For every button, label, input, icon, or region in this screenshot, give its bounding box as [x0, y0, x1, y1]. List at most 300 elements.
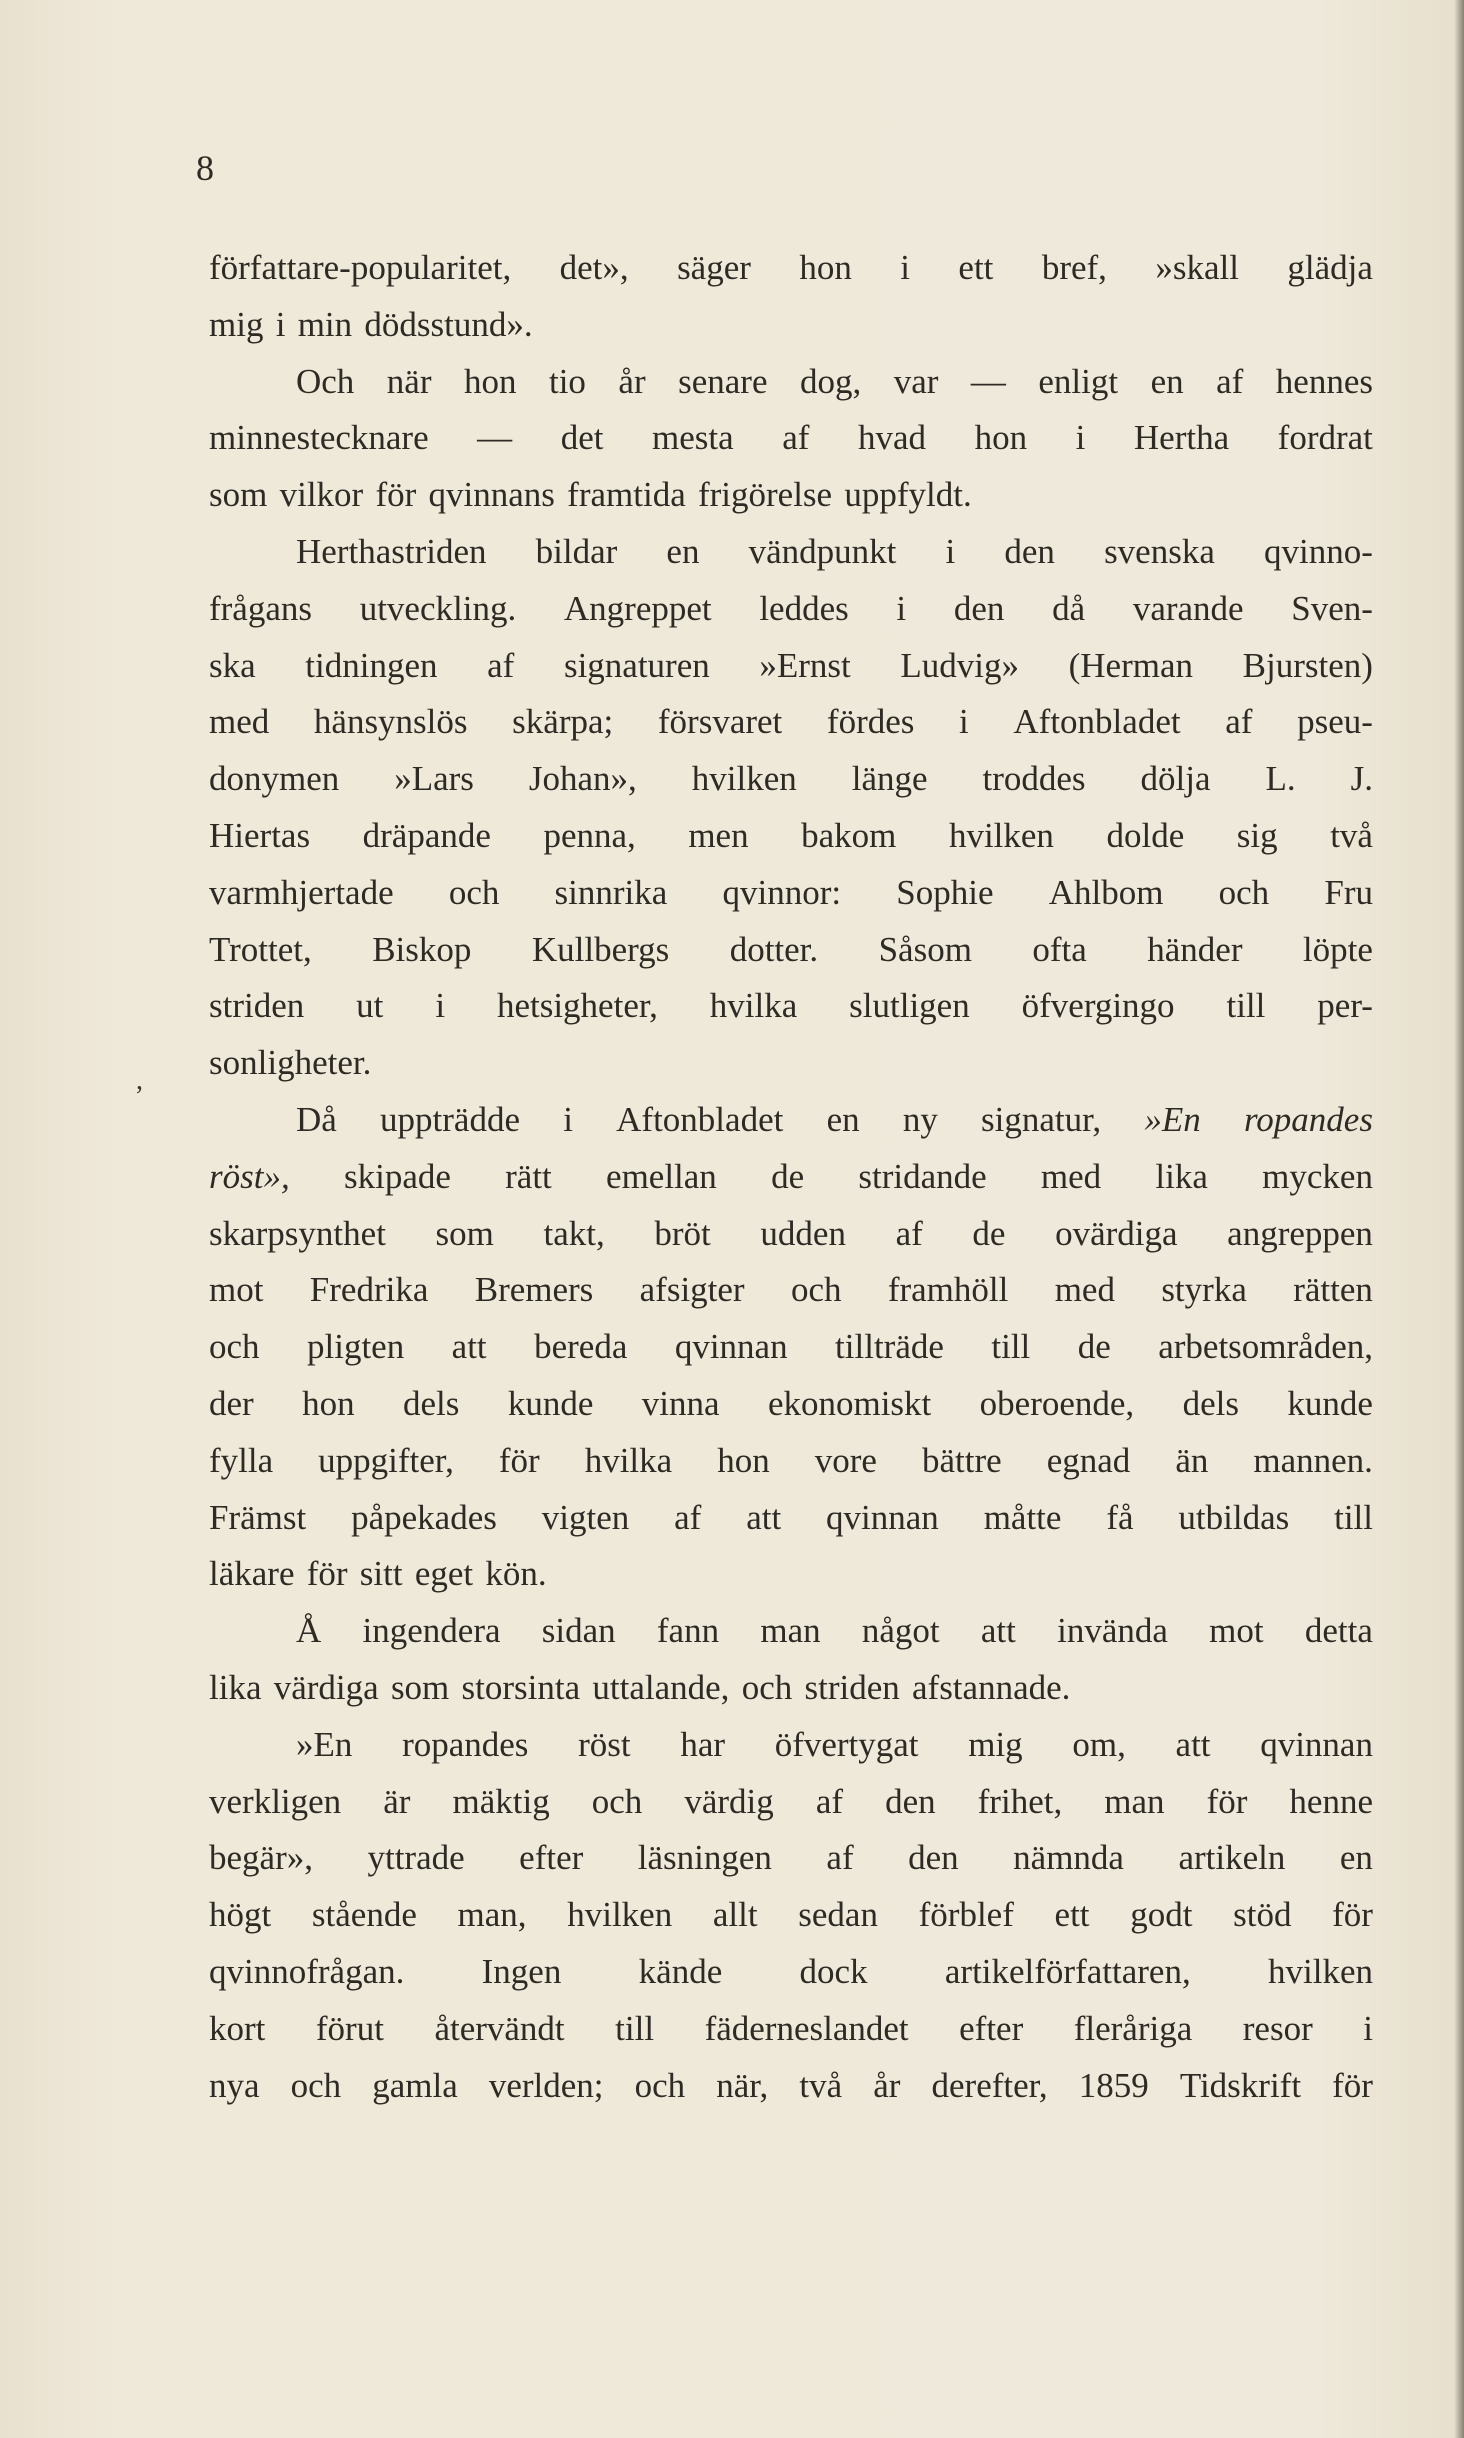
- text-word: dels: [1182, 1383, 1239, 1423]
- text-word: qvinnofrågan.: [209, 1951, 405, 1991]
- margin-mark: ,: [136, 1065, 143, 1096]
- text-word: mäktig: [452, 1781, 550, 1821]
- text-word: en: [666, 531, 700, 571]
- text-word: försvaret: [657, 702, 783, 742]
- text-word: läsningen: [637, 1838, 772, 1878]
- text-line: [209, 922, 1373, 979]
- text-word: i: [563, 1099, 573, 1139]
- text-line: [209, 1490, 1373, 1547]
- text-word: ingendera: [362, 1611, 501, 1651]
- text-word: återvändt: [434, 2008, 565, 2048]
- text-word: ekonomiskt: [767, 1383, 932, 1423]
- text-word: Såsom: [878, 929, 972, 969]
- text-line: [209, 1035, 1373, 1092]
- text-word: hon: [302, 1383, 355, 1423]
- text-word: »skall: [1155, 248, 1239, 287]
- text-word: de: [771, 1156, 805, 1196]
- text-word: arbetsområden,: [1158, 1327, 1373, 1367]
- text-word: mesta: [652, 418, 734, 458]
- text-word: för: [375, 475, 417, 515]
- text-word: och: [591, 1781, 643, 1821]
- text-word: af: [826, 1838, 854, 1878]
- text-line: [209, 865, 1373, 922]
- text-word: i: [959, 702, 969, 742]
- text-word: pligten: [307, 1327, 405, 1367]
- text-word: händer: [1147, 929, 1243, 969]
- text-word: godt: [1130, 1895, 1193, 1935]
- text-word: varmhjertade: [209, 872, 394, 912]
- text-word: »En: [1144, 1099, 1201, 1139]
- text-word: troddes: [982, 759, 1086, 799]
- text-word: kände: [638, 1951, 723, 1991]
- text-word: emellan: [606, 1156, 717, 1196]
- text-word: af: [1216, 361, 1244, 401]
- text-word: för: [306, 1554, 348, 1594]
- text-word: i: [1075, 418, 1086, 458]
- text-word: bättre: [921, 1440, 1002, 1480]
- text-line: [209, 1830, 1373, 1887]
- text-word: eget: [414, 1554, 474, 1594]
- text-word: värdiga: [273, 1667, 379, 1707]
- text-word: min: [297, 304, 353, 344]
- text-word: tillträde: [835, 1327, 944, 1367]
- text-word: med: [1040, 1156, 1102, 1196]
- text-word: resor: [1242, 2008, 1313, 2048]
- text-word: till: [1334, 1497, 1373, 1537]
- text-word: att: [746, 1497, 782, 1537]
- text-word: af: [487, 645, 515, 685]
- text-word: egnad: [1046, 1440, 1131, 1480]
- text-word: ovärdiga: [1055, 1213, 1178, 1253]
- text-word: högt: [209, 1895, 272, 1935]
- text-word: qvinnan: [674, 1327, 788, 1367]
- text-word: med: [1054, 1270, 1115, 1310]
- text-line: [209, 808, 1373, 865]
- text-word: artikelförfattaren,: [944, 1951, 1191, 1991]
- text-word: begär»,: [209, 1838, 313, 1878]
- text-word: hänsynslös: [313, 702, 468, 742]
- text-word: bakom: [801, 815, 897, 855]
- text-word: frigörelse: [697, 475, 833, 515]
- text-word: och: [448, 872, 500, 912]
- text-word: tidningen: [305, 645, 438, 685]
- text-word: Ahlbom: [1048, 872, 1164, 912]
- text-word: att: [1175, 1724, 1211, 1764]
- text-word: fleråriga: [1073, 2008, 1193, 2048]
- text-word: ett: [958, 248, 994, 287]
- text-word: styrka: [1161, 1270, 1247, 1310]
- text-word: och: [209, 1327, 260, 1367]
- text-word: sinnrika: [554, 872, 668, 912]
- text-word: och: [1218, 872, 1270, 912]
- text-word: fördes: [826, 702, 915, 742]
- text-word: uppgifter,: [318, 1440, 454, 1480]
- text-word: den: [908, 1838, 959, 1878]
- text-word: hon: [463, 361, 517, 401]
- text-line: [209, 1717, 1373, 1774]
- text-line: [209, 1206, 1373, 1263]
- text-word: är: [383, 1781, 411, 1821]
- text-word: hvad: [857, 418, 927, 458]
- text-word: i: [900, 248, 910, 287]
- text-word: J.: [1350, 759, 1373, 799]
- text-word: dotter.: [729, 929, 819, 969]
- text-word: uppfyldt.: [844, 475, 972, 515]
- text-word: hvilka: [584, 1440, 673, 1480]
- text-word: penna,: [543, 815, 636, 855]
- text-word: sonligheter.: [209, 1043, 372, 1083]
- text-word: förblef: [918, 1895, 1014, 1935]
- text-word: förut: [315, 2008, 384, 2048]
- text-word: för: [1206, 1781, 1248, 1821]
- text-word: dog,: [799, 361, 862, 401]
- text-word: kort: [209, 2008, 266, 2048]
- text-word: öfvergingo: [1021, 986, 1175, 1026]
- text-line: [209, 297, 1373, 354]
- text-word: Hertha: [1133, 418, 1230, 458]
- text-word: rätt: [505, 1156, 552, 1196]
- text-word: donymen: [209, 759, 340, 799]
- text-word: ett: [1054, 1895, 1090, 1935]
- text-word: en: [1339, 1838, 1373, 1878]
- text-word: Bremers: [474, 1270, 594, 1310]
- text-word: ropandes: [1243, 1099, 1373, 1139]
- text-word: sedan: [798, 1895, 878, 1935]
- text-line: [209, 751, 1373, 808]
- text-line: [209, 2001, 1373, 2058]
- text-line: [209, 410, 1373, 467]
- text-word: bildar: [535, 531, 618, 571]
- text-word: sig: [1236, 815, 1278, 855]
- text-word: dels: [403, 1383, 460, 1423]
- text-word: skarpsynthet: [209, 1213, 386, 1253]
- text-word: i: [275, 304, 286, 344]
- text-word: kunde: [1287, 1383, 1373, 1423]
- text-word: af: [895, 1213, 923, 1253]
- text-line: [209, 1376, 1373, 1433]
- text-word: har: [680, 1724, 726, 1764]
- text-word: signaturen: [563, 645, 710, 685]
- text-word: i: [945, 531, 956, 571]
- text-word: Trottet,: [209, 929, 312, 969]
- text-word: lika: [1155, 1156, 1208, 1196]
- text-word: det: [560, 418, 604, 458]
- text-word: dödsstund».: [364, 304, 533, 344]
- text-word: sitt: [359, 1554, 403, 1594]
- text-word: mycken: [1262, 1156, 1373, 1196]
- text-line: [209, 1149, 1373, 1206]
- text-word: med: [209, 702, 270, 742]
- text-word: Ludvig»: [900, 645, 1019, 685]
- text-word: röst»,: [209, 1156, 290, 1196]
- text-word: afsigter: [639, 1270, 745, 1310]
- text-word: (Herman: [1068, 645, 1194, 685]
- text-word: dolde: [1106, 815, 1185, 855]
- text-word: två: [799, 2065, 843, 2105]
- text-word: och: [741, 1667, 793, 1707]
- text-word: att: [451, 1327, 487, 1367]
- text-word: qvinno-: [1264, 531, 1373, 571]
- text-word: kunde: [507, 1383, 594, 1423]
- text-word: dock: [799, 1951, 868, 1991]
- text-word: i: [896, 588, 907, 628]
- text-word: vändpunkt: [748, 531, 897, 571]
- text-word: frågans: [209, 588, 313, 628]
- text-word: uttalande,: [592, 1667, 730, 1707]
- text-word: hon: [799, 248, 852, 287]
- text-word: och: [634, 2065, 686, 2105]
- text-word: glädja: [1287, 248, 1373, 287]
- text-word: af: [815, 1781, 844, 1821]
- text-line: [209, 1092, 1373, 1149]
- text-word: hvilken: [1268, 1951, 1373, 1991]
- text-word: fäderneslandet: [704, 2008, 909, 2048]
- text-word: der: [209, 1383, 254, 1423]
- text-word: dräpande: [362, 815, 491, 855]
- text-word: af: [674, 1497, 702, 1537]
- text-word: —: [477, 418, 513, 458]
- text-word: Biskop: [372, 929, 472, 969]
- text-word: löpte: [1302, 929, 1373, 969]
- text-word: när,: [716, 2065, 769, 2105]
- text-word: striden: [804, 1667, 900, 1707]
- text-word: hvilken: [567, 1895, 673, 1935]
- text-word: allt: [712, 1895, 758, 1935]
- text-word: udden: [760, 1213, 846, 1253]
- text-word: henne: [1289, 1781, 1373, 1821]
- text-word: storsinta: [461, 1667, 581, 1707]
- text-word: hon: [974, 418, 1028, 458]
- text-word: man,: [457, 1895, 527, 1935]
- text-word: utveckling.: [359, 588, 517, 628]
- text-line: [209, 581, 1373, 638]
- text-word: »Lars: [394, 759, 474, 799]
- text-word: för: [1332, 2065, 1373, 2105]
- text-word: nya: [209, 2065, 260, 2105]
- text-word: att: [980, 1611, 1016, 1651]
- text-word: vigten: [541, 1497, 630, 1537]
- text-word: påpekades: [351, 1497, 497, 1537]
- text-word: som: [435, 1213, 494, 1253]
- text-line: [209, 1262, 1373, 1319]
- text-word: vinna: [641, 1383, 720, 1423]
- text-word: än: [1175, 1440, 1209, 1480]
- text-word: qvinnan: [1260, 1724, 1373, 1764]
- text-word: Angreppet: [563, 588, 712, 628]
- text-word: efter: [519, 1838, 584, 1878]
- text-word: —: [970, 361, 1006, 401]
- text-line: [209, 1944, 1373, 2001]
- text-word: skipade: [343, 1156, 451, 1196]
- text-word: efter: [959, 2008, 1024, 2048]
- text-word: utbildas: [1178, 1497, 1290, 1537]
- text-word: frihet,: [977, 1781, 1063, 1821]
- text-word: Då: [296, 1099, 337, 1139]
- text-word: »En: [296, 1724, 353, 1764]
- text-word: ut: [356, 986, 384, 1026]
- text-word: man: [1104, 1781, 1165, 1821]
- text-word: 1859: [1078, 2065, 1149, 2105]
- text-word: för: [498, 1440, 540, 1480]
- text-line: [209, 694, 1373, 751]
- text-word: »Ernst: [759, 645, 851, 685]
- text-word: något: [861, 1611, 940, 1651]
- text-word: fordrat: [1277, 418, 1373, 458]
- text-word: få: [1106, 1497, 1134, 1537]
- text-word: Aftonbladet: [616, 1099, 784, 1139]
- text-word: mig: [209, 304, 264, 344]
- text-word: läkare: [209, 1554, 295, 1594]
- text-word: senare: [678, 361, 768, 401]
- text-word: Johan»,: [528, 759, 637, 799]
- text-word: verkligen: [209, 1781, 342, 1821]
- text-word: skärpa;: [512, 702, 614, 742]
- text-word: hvilka: [709, 986, 798, 1026]
- text-word: pseu-: [1297, 702, 1373, 742]
- text-word: den: [953, 588, 1005, 628]
- text-word: signatur,: [981, 1099, 1102, 1139]
- text-word: år: [618, 361, 646, 401]
- text-word: men: [688, 815, 749, 855]
- body-text: [209, 240, 1373, 2114]
- text-word: de: [972, 1213, 1006, 1253]
- text-word: mot: [209, 1270, 264, 1310]
- text-word: sidan: [541, 1611, 616, 1651]
- text-word: vore: [814, 1440, 877, 1480]
- text-line: [209, 1603, 1373, 1660]
- text-line: [209, 467, 1373, 524]
- text-word: detta: [1304, 1611, 1373, 1651]
- text-word: takt,: [543, 1213, 605, 1253]
- text-word: ropandes: [402, 1724, 529, 1764]
- text-line: [209, 1319, 1373, 1376]
- text-word: angreppen: [1227, 1213, 1373, 1253]
- text-word: invända: [1057, 1611, 1168, 1651]
- text-line: [209, 638, 1373, 695]
- text-word: af: [1225, 702, 1253, 742]
- text-word: fylla: [209, 1440, 274, 1480]
- text-word: och: [290, 2065, 342, 2105]
- text-word: verlden;: [488, 2065, 604, 2105]
- text-line: [209, 1433, 1373, 1490]
- text-word: striden: [209, 986, 305, 1026]
- text-word: mig: [968, 1724, 1023, 1764]
- text-word: hetsigheter,: [496, 986, 658, 1026]
- text-word: L.: [1265, 759, 1296, 799]
- text-word: hennes: [1275, 361, 1373, 401]
- text-word: när: [386, 361, 432, 401]
- text-word: Fredrika: [309, 1270, 429, 1310]
- text-word: Herthastriden: [296, 531, 487, 571]
- text-word: yttrade: [367, 1838, 465, 1878]
- text-word: Hiertas: [209, 815, 311, 855]
- text-word: de: [1077, 1327, 1111, 1367]
- text-word: framtida: [567, 475, 686, 515]
- text-word: bröt: [654, 1213, 711, 1253]
- text-word: värdig: [684, 1781, 774, 1821]
- text-word: leddes: [759, 588, 849, 628]
- text-word: kön.: [485, 1554, 547, 1594]
- text-word: öfvertygat: [774, 1724, 919, 1764]
- text-word: ny: [902, 1099, 938, 1139]
- text-word: Aftonbladet: [1013, 702, 1181, 742]
- text-word: som: [209, 475, 268, 515]
- text-word: Och: [296, 361, 355, 401]
- text-word: Främst: [209, 1497, 307, 1537]
- text-line: [209, 978, 1373, 1035]
- text-word: oberoende,: [979, 1383, 1135, 1423]
- text-word: Bjursten): [1242, 645, 1373, 685]
- text-word: qvinnan: [826, 1497, 939, 1537]
- text-word: till: [1226, 986, 1266, 1026]
- text-word: var: [893, 361, 939, 401]
- text-word: Ingen: [481, 1951, 562, 1991]
- text-word: dölja: [1140, 759, 1211, 799]
- text-word: slutligen: [849, 986, 970, 1026]
- text-word: minnestecknare: [209, 418, 429, 458]
- text-word: enligt: [1038, 361, 1119, 401]
- text-word: framhöll: [887, 1270, 1009, 1310]
- text-word: uppträdde: [380, 1099, 520, 1139]
- text-word: den: [885, 1781, 936, 1821]
- text-word: säger: [677, 248, 751, 287]
- text-word: varande: [1132, 588, 1244, 628]
- text-word: hvilken: [948, 815, 1054, 855]
- text-word: länge: [851, 759, 928, 799]
- text-word: Fru: [1324, 872, 1373, 912]
- text-word: artikeln: [1178, 1838, 1286, 1878]
- text-word: i: [1363, 2008, 1373, 2048]
- text-word: om,: [1072, 1724, 1126, 1764]
- text-word: hvilken: [691, 759, 797, 799]
- text-word: en: [826, 1099, 860, 1139]
- text-word: bereda: [534, 1327, 628, 1367]
- text-word: den: [1004, 531, 1055, 571]
- text-word: Å: [296, 1611, 322, 1651]
- text-word: ska: [209, 645, 256, 685]
- text-word: Sophie: [896, 872, 994, 912]
- text-word: lika: [209, 1667, 262, 1707]
- text-word: till: [615, 2008, 655, 2048]
- text-word: rätten: [1293, 1270, 1373, 1310]
- text-word: af: [782, 418, 810, 458]
- text-word: en: [1150, 361, 1184, 401]
- text-word: för: [1332, 1895, 1373, 1935]
- text-line: [209, 1660, 1373, 1717]
- text-word: författare-popularitet,: [209, 248, 512, 287]
- text-word: två: [1330, 815, 1373, 855]
- text-word: till: [991, 1327, 1031, 1367]
- text-word: Sven-: [1291, 588, 1373, 628]
- text-word: mot: [1209, 1611, 1264, 1651]
- text-word: år: [873, 2065, 901, 2105]
- text-word: tio: [548, 361, 586, 401]
- text-word: då: [1052, 588, 1086, 628]
- page-number: 8: [196, 148, 215, 188]
- text-line: [209, 1546, 1373, 1603]
- text-word: som: [390, 1667, 450, 1707]
- text-word: qvinnor:: [722, 872, 842, 912]
- text-word: fann: [656, 1611, 720, 1651]
- text-word: bref,: [1041, 248, 1107, 287]
- text-word: hon: [717, 1440, 770, 1480]
- text-word: svenska: [1104, 531, 1215, 571]
- text-line: [209, 240, 1373, 297]
- text-word: derefter,: [931, 2065, 1048, 2105]
- text-word: stående: [311, 1895, 417, 1935]
- text-word: per-: [1317, 986, 1373, 1026]
- text-word: man: [760, 1611, 821, 1651]
